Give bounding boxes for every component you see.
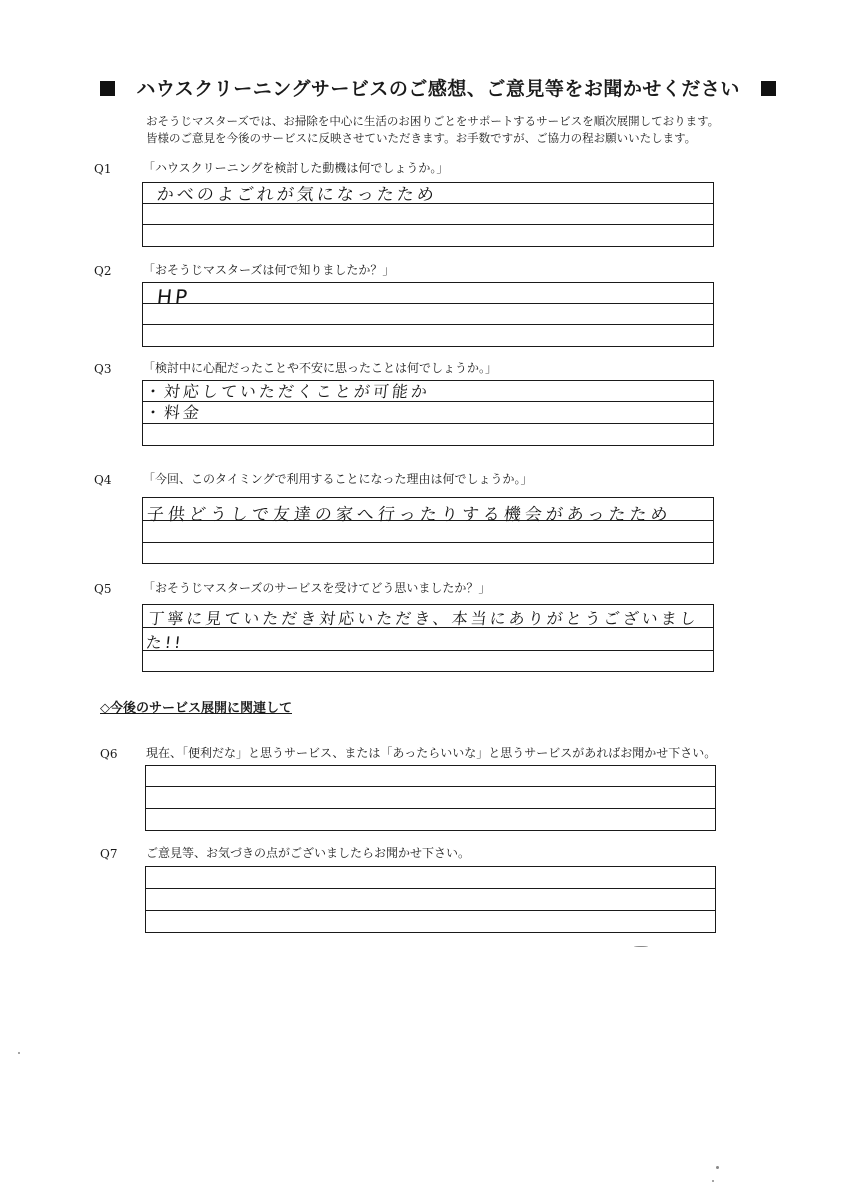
question-text: ご意見等、お気づきの点がございましたらお聞かせ下さい。 <box>146 846 471 860</box>
answer-box-q7[interactable] <box>145 866 716 933</box>
question-label: Q4 <box>94 473 112 487</box>
question-text: 「検討中に心配だったことや不安に思ったことは何でしょうか。」 <box>143 361 498 375</box>
title-text: ハウスクリーニングサービスのご感想、ご意見等をお聞かせください <box>136 78 740 100</box>
scan-speck <box>712 1180 714 1182</box>
answer-box-q3[interactable] <box>142 380 714 446</box>
answer-box-q1[interactable] <box>142 182 714 247</box>
intro-paragraph <box>146 113 766 147</box>
answer-box-q5[interactable] <box>142 604 714 672</box>
ruled-line <box>143 303 713 304</box>
handwritten-answer: HP <box>155 285 192 309</box>
answer-box-q2[interactable] <box>142 282 714 347</box>
answer-box-q6[interactable] <box>145 765 716 831</box>
ruled-line <box>146 888 715 889</box>
question-text: 「今回、このタイミングで利用することになった理由は何でしょうか。」 <box>143 472 533 486</box>
question-text: 「おそうじマスターズは何で知りましたか？」 <box>143 263 395 277</box>
intro-line: おそうじマスターズでは、お掃除を中心に生活のお困りごとをサポートするサービスを順次展開しております。 <box>146 114 720 128</box>
handwritten-answer: 子供どうしで友達の家へ行ったりする機会があったため <box>145 505 673 525</box>
page-title <box>100 74 790 101</box>
handwritten-answer: かべのよごれが気になったため <box>155 185 438 205</box>
question-label: Q6 <box>100 747 118 761</box>
question-label: Q2 <box>94 264 112 278</box>
question-text: 「ハウスクリーニングを検討した動機は何でしょうか。」 <box>143 161 449 175</box>
answer-box-q4[interactable] <box>142 497 714 564</box>
ruled-line <box>146 808 715 809</box>
handwritten-answer: ・料金 <box>143 403 203 422</box>
question-text: 現在、「便利だな」と思うサービス、または「あったらいいな」と思うサービスがあればお聞かせ下さい。 <box>146 746 717 760</box>
intro-line: 皆様のご意見を今後のサービスに反映させていただきます。お手数ですが、ご協力の程お願いいたします。 <box>146 131 697 145</box>
ruled-line <box>143 542 713 543</box>
ruled-line <box>143 423 713 424</box>
question-label: Q3 <box>94 362 112 376</box>
ruled-line <box>143 224 713 225</box>
ruled-line <box>146 786 715 787</box>
section-heading: ◇今後のサービス展開に関連して <box>100 701 292 716</box>
handwritten-answer: ・対応していただくことが可能か <box>143 382 431 401</box>
question-label: Q1 <box>94 162 112 176</box>
handwritten-answer: 丁寧に見ていただき対応いただき、本当にありがとうございました!! <box>144 609 700 652</box>
question-text: 「おそうじマスターズのサービスを受けてどう思いましたか？」 <box>143 581 491 595</box>
question-label: Q5 <box>94 582 112 596</box>
scan-speck <box>716 1166 719 1169</box>
question-label: Q7 <box>100 847 118 861</box>
scan-speck <box>18 1052 20 1054</box>
scan-speck <box>634 946 648 947</box>
square-bullet-icon <box>761 81 776 96</box>
ruled-line <box>146 910 715 911</box>
ruled-line <box>143 324 713 325</box>
square-bullet-icon <box>100 81 115 96</box>
